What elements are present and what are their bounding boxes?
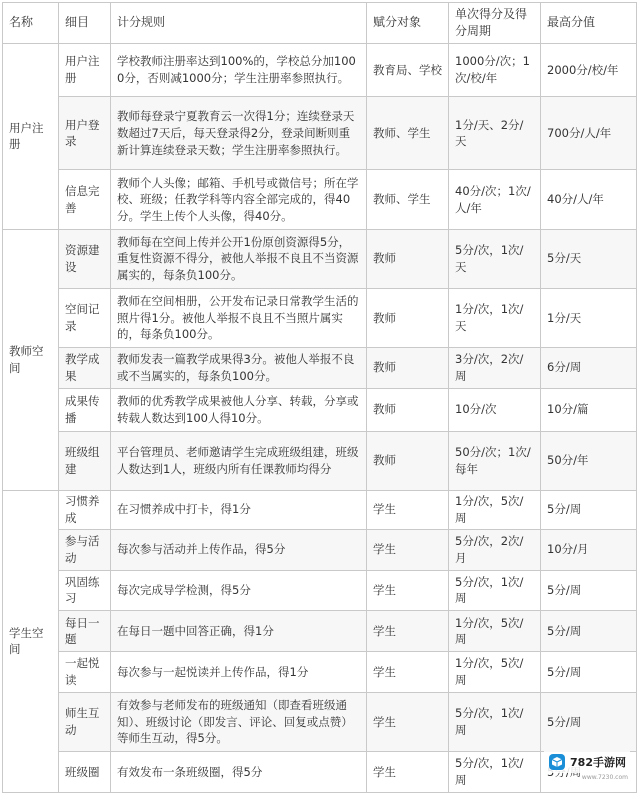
rule-cell: 在习惯养成中打卡，得1分 xyxy=(111,490,367,529)
rule-cell: 有效参与老师发布的班级通知（即查看班级通知）、班级讨论（即发言、评论、回复或点赞）等师生互动，得5分。 xyxy=(111,692,367,751)
target-cell: 学生 xyxy=(367,611,449,652)
score-cell: 5分/次，2次/月 xyxy=(449,529,541,570)
item-cell: 用户注册 xyxy=(59,44,111,97)
max-cell: 5分/天 xyxy=(541,229,637,288)
max-cell: 50分/年 xyxy=(541,431,637,490)
table-row xyxy=(3,97,637,170)
table-row xyxy=(3,570,637,611)
header-max: 最高分值 xyxy=(541,3,637,44)
watermark-brand: 782手游网 xyxy=(570,756,626,769)
rule-cell: 每次参与一起悦读并上传作品，得1分 xyxy=(111,652,367,693)
score-cell: 1分/天、2分/天 xyxy=(449,97,541,170)
category-cell: 学生空间 xyxy=(3,490,59,792)
table-row xyxy=(3,529,637,570)
item-cell: 成果传播 xyxy=(59,388,111,431)
watermark-logo xyxy=(544,751,630,773)
item-cell: 习惯养成 xyxy=(59,490,111,529)
rule-cell: 教师的优秀教学成果被他人分享、转载，分享或转载人数达到100人得10分。 xyxy=(111,388,367,431)
table-row xyxy=(3,611,637,652)
max-cell: 5分/周 xyxy=(541,611,637,652)
target-cell: 学生 xyxy=(367,570,449,611)
table-row xyxy=(3,288,637,347)
score-cell: 5分/次，1次/周 xyxy=(449,692,541,751)
rule-cell: 教师在空间相册，公开发布记录日常教学生活的照片得1分。被他人举报不良且不当照片属实的，每条负100分。 xyxy=(111,288,367,347)
max-cell: 6分/周 xyxy=(541,347,637,388)
watermark-url: www.7230.com xyxy=(581,774,628,781)
score-cell: 1分/次，5次/周 xyxy=(449,490,541,529)
target-cell: 学生 xyxy=(367,652,449,693)
header-target: 赋分对象 xyxy=(367,3,449,44)
max-cell: 2000分/校/年 xyxy=(541,44,637,97)
item-cell: 班级组建 xyxy=(59,431,111,490)
score-cell: 1分/次，5次/周 xyxy=(449,652,541,693)
score-cell: 3分/次，2次/周 xyxy=(449,347,541,388)
max-cell: 10分/月 xyxy=(541,529,637,570)
table-row xyxy=(3,752,637,793)
item-cell: 资源建设 xyxy=(59,229,111,288)
table-row xyxy=(3,692,637,751)
category-cell: 用户注册 xyxy=(3,44,59,230)
table-row xyxy=(3,170,637,229)
item-cell: 巩固练习 xyxy=(59,570,111,611)
target-cell: 教师 xyxy=(367,388,449,431)
item-cell: 信息完善 xyxy=(59,170,111,229)
max-cell: 5分/周 xyxy=(541,652,637,693)
table-row xyxy=(3,652,637,693)
header-score: 单次得分及得分周期 xyxy=(449,3,541,44)
table-row xyxy=(3,388,637,431)
header-rule: 计分规则 xyxy=(111,3,367,44)
rule-cell: 教师个人头像；邮箱、手机号或微信号；所在学校、班级；任教学科等内容全部完成的，得40分。学生上传个人头像，得40分。 xyxy=(111,170,367,229)
rule-cell: 平台管理员、老师邀请学生完成班级组建，班级人数达到1人，班级内所有任课教师均得分 xyxy=(111,431,367,490)
rule-cell: 学校教师注册率达到100%的，学校总分加1000分，否则减1000分；学生注册率参照执行。 xyxy=(111,44,367,97)
header-name: 名称 xyxy=(3,3,59,44)
item-cell: 空间记录 xyxy=(59,288,111,347)
scoring-table xyxy=(2,2,637,793)
score-cell: 50分/次；1次/每年 xyxy=(449,431,541,490)
score-cell: 5分/次，1次/天 xyxy=(449,229,541,288)
max-cell: 5分/周 xyxy=(541,570,637,611)
score-cell: 40分/次；1次/人/年 xyxy=(449,170,541,229)
table-row xyxy=(3,431,637,490)
target-cell: 学生 xyxy=(367,752,449,793)
max-cell: 10分/篇 xyxy=(541,388,637,431)
item-cell: 师生互动 xyxy=(59,692,111,751)
target-cell: 教师 xyxy=(367,288,449,347)
cube-icon xyxy=(548,753,566,771)
item-cell: 班级圈 xyxy=(59,752,111,793)
rule-cell: 每次参与活动并上传作品，得5分 xyxy=(111,529,367,570)
score-cell: 1000分/次；1次/校/年 xyxy=(449,44,541,97)
target-cell: 学生 xyxy=(367,529,449,570)
category-cell: 教师空间 xyxy=(3,229,59,490)
item-cell: 参与活动 xyxy=(59,529,111,570)
table-row xyxy=(3,229,637,288)
rule-cell: 每次完成导学检测，得5分 xyxy=(111,570,367,611)
rule-cell: 教师每登录宁夏教育云一次得1分；连续登录天数超过7天后，每天登录得2分，登录间断则重新计算连续登录天数；学生注册率参照执行。 xyxy=(111,97,367,170)
target-cell: 学生 xyxy=(367,490,449,529)
rule-cell: 有效发布一条班级圈，得5分 xyxy=(111,752,367,793)
score-cell: 10分/次 xyxy=(449,388,541,431)
item-cell: 教学成果 xyxy=(59,347,111,388)
table-row xyxy=(3,490,637,529)
max-cell: 700分/人/年 xyxy=(541,97,637,170)
max-cell: 1分/天 xyxy=(541,288,637,347)
score-cell: 1分/次，5次/周 xyxy=(449,611,541,652)
target-cell: 教师、学生 xyxy=(367,97,449,170)
item-cell: 一起悦读 xyxy=(59,652,111,693)
target-cell: 教育局、学校 xyxy=(367,44,449,97)
target-cell: 学生 xyxy=(367,692,449,751)
rule-cell: 教师每在空间上传并公开1份原创资源得5分，重复性资源不得分，被他人举报不良且不当资源属实的，每条负100分。 xyxy=(111,229,367,288)
target-cell: 教师 xyxy=(367,229,449,288)
item-cell: 每日一题 xyxy=(59,611,111,652)
target-cell: 教师 xyxy=(367,431,449,490)
item-cell: 用户登录 xyxy=(59,97,111,170)
table-header-row xyxy=(3,3,637,44)
max-cell: 5分/周 xyxy=(541,490,637,529)
rule-cell: 教师发表一篇教学成果得3分。被他人举报不良或不当属实的，每条负100分。 xyxy=(111,347,367,388)
header-item: 细目 xyxy=(59,3,111,44)
max-cell: 5分/周 xyxy=(541,692,637,751)
score-cell: 5分/次，1次/周 xyxy=(449,752,541,793)
score-cell: 5分/次，1次/周 xyxy=(449,570,541,611)
rule-cell: 在每日一题中回答正确，得1分 xyxy=(111,611,367,652)
target-cell: 教师、学生 xyxy=(367,170,449,229)
max-cell: 40分/人/年 xyxy=(541,170,637,229)
table-row xyxy=(3,347,637,388)
score-cell: 1分/次，1次/天 xyxy=(449,288,541,347)
target-cell: 教师 xyxy=(367,347,449,388)
table-row xyxy=(3,44,637,97)
